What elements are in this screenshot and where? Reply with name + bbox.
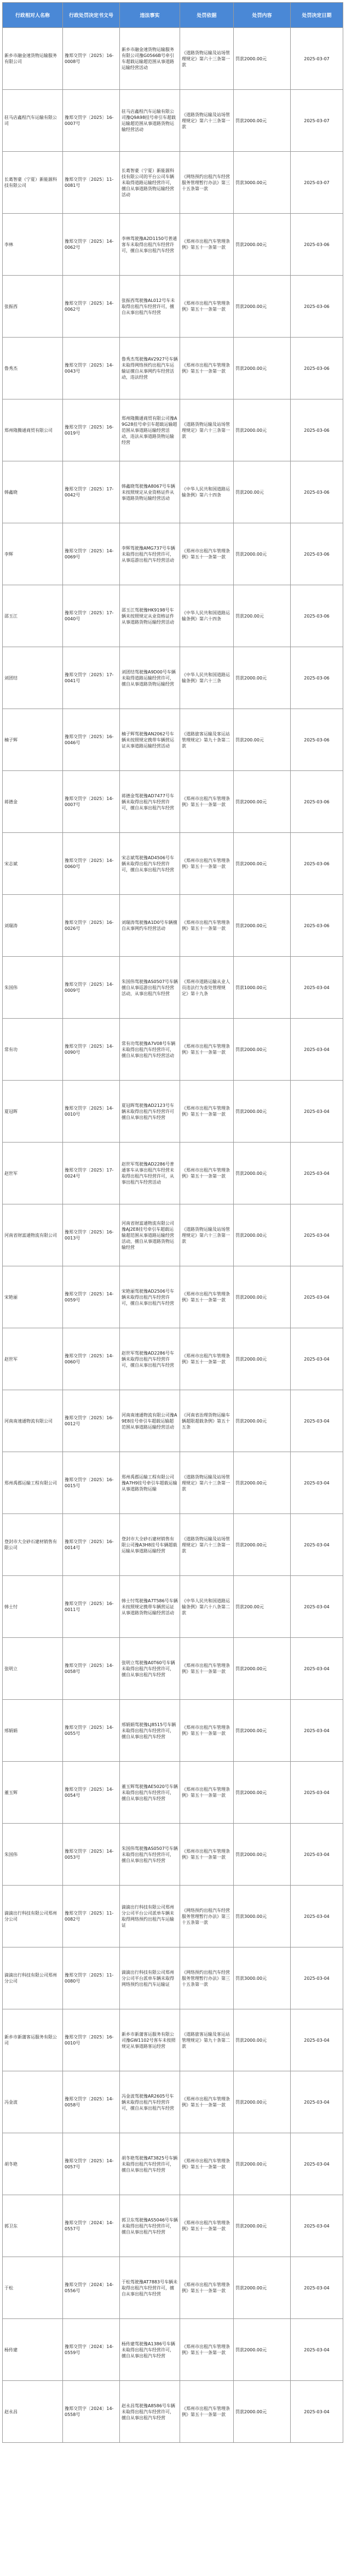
cell-date: 2025-03-04 (291, 1328, 343, 1390)
cell-subject: 新乡市融金速货物运输服务有限公司 (3, 28, 63, 90)
cell-content: 罚款2000.00元 (234, 399, 291, 461)
cell-subject: 李林 (3, 214, 63, 276)
cell-basis: 《郑州市出租汽车管理条例》第五十一条第一款 (180, 1019, 234, 1081)
cell-subject: 赵永昌 (3, 2381, 63, 2443)
cell-doc-no: 豫郑交罚字〔2024〕14-0557号 (63, 2195, 120, 2257)
cell-content: 罚款200.00元 (234, 585, 291, 647)
cell-date: 2025-03-04 (291, 1638, 343, 1700)
cell-doc-no: 豫郑交罚字〔2025〕14-0059号 (63, 1266, 120, 1328)
cell-fact: 韩士忖驾驶豫A7T586号车辆未按照规定携带车辆营运证从事道路货物运输经营活动 (120, 1576, 180, 1638)
table-row (3, 1947, 343, 2009)
cell-basis: 《郑州市出租汽车管理条例》第五十一条第一款 (180, 1328, 234, 1390)
cell-doc-no: 豫郑交罚字〔2025〕16-0013号 (63, 1204, 120, 1266)
cell-subject: 鲁秀杰 (3, 338, 63, 399)
cell-content: 罚款2000.00元 (234, 1638, 291, 1700)
cell-fact: 胡冬艳驾驶豫AT3825号车辆未取得出租汽车经营许可，擅自从事出租汽车经营 (120, 2133, 180, 2195)
table-row (3, 1762, 343, 1824)
table-row (3, 647, 343, 709)
cell-date: 2025-03-06 (291, 833, 343, 895)
cell-content: 罚款2000.00元 (234, 276, 291, 338)
cell-date: 2025-03-04 (291, 2009, 343, 2071)
cell-content: 罚款2000.00元 (234, 1514, 291, 1576)
cell-date: 2025-03-06 (291, 647, 343, 709)
cell-basis: 《网络预约出租汽车经营服务管理暂行办法》第三十五条第一款 (180, 1886, 234, 1947)
cell-date: 2025-03-06 (291, 338, 343, 399)
header-fact: 违法事实 (120, 3, 180, 28)
table-row (3, 2009, 343, 2071)
cell-subject: 新乡市新蒲客运服务有限公司 (3, 2009, 63, 2071)
cell-doc-no: 豫郑交罚字〔2025〕17-0042号 (63, 461, 120, 523)
cell-basis: 《郑州市出租汽车管理条例》第五十一条第一款 (180, 2257, 234, 2319)
cell-fact: 河南南速通物流有限公司豫A9E8挂号牵引车超载运输超范围从事道路运输经营活动 (120, 1390, 180, 1452)
cell-date: 2025-03-06 (291, 709, 343, 771)
table-row (3, 523, 343, 585)
table-row (3, 771, 343, 833)
cell-content: 罚款2000.00元 (234, 90, 291, 152)
cell-basis: 《道路货物运输及站场管理规定》第六十三条第一款 (180, 1204, 234, 1266)
cell-basis: 《郑州市出租汽车管理条例》第五十一条第一款 (180, 2195, 234, 2257)
table-row (3, 1576, 343, 1638)
cell-fact: 朱国伟驾驶豫AS0507号车辆擅自从事巡游出租汽车经营活动，从事出租汽车经营 (120, 957, 180, 1019)
cell-content: 罚款2000.00元 (234, 1328, 291, 1390)
cell-basis: 《道路旅客运输及客运站管理规定》第九十条第二款 (180, 709, 234, 771)
table-row (3, 1204, 343, 1266)
cell-subject: 宋志斌 (3, 833, 63, 895)
cell-basis: 《郑州市出租汽车管理条例》第五十一条第一款 (180, 2381, 234, 2443)
cell-subject: 驻马店鑫程汽车运输有限公司 (3, 90, 63, 152)
cell-subject: 滴滴出行科技有限公司郑州分公司 (3, 1886, 63, 1947)
cell-basis: 《中华人民共和国道路运输条例》第六十三条 (180, 647, 234, 709)
cell-subject: 滴滴出行科技有限公司郑州分公司 (3, 1947, 63, 2009)
cell-date: 2025-03-04 (291, 1700, 343, 1762)
table-row (3, 1514, 343, 1576)
cell-doc-no: 豫郑交罚字〔2025〕14-0060号 (63, 1328, 120, 1390)
cell-doc-no: 豫郑交罚字〔2025〕16-0014号 (63, 1514, 120, 1576)
table-row (3, 1081, 343, 1143)
cell-date: 2025-03-07 (291, 152, 343, 214)
cell-content: 罚款2000.00元 (234, 28, 291, 90)
cell-fact: 楠子辉驾驶豫AN2062号车辆未按照规定携带车辆营运证从事道路运输经营活动 (120, 709, 180, 771)
cell-subject: 宋艳丽 (3, 1266, 63, 1328)
cell-doc-no: 豫郑交罚字〔2025〕14-0057号 (63, 2133, 120, 2195)
table-header-row (3, 3, 343, 28)
table-row (3, 1824, 343, 1886)
cell-doc-no: 豫郑交罚字〔2025〕14-0053号 (63, 1824, 120, 1886)
cell-basis: 《郑州市出租汽车管理条例》第五十一条第一款 (180, 1700, 234, 1762)
table-row (3, 709, 343, 771)
cell-fact: 于松驾驶豫AT7883号车辆未取得出租汽车经营许可，擅自从事出租汽车经营 (120, 2257, 180, 2319)
cell-fact: 宋艳丽驾驶豫AD2506号车辆未取得出租汽车经营许可，擅自从事出租汽车经营 (120, 1266, 180, 1328)
table-row (3, 2071, 343, 2133)
cell-content: 罚款2000.00元 (234, 1762, 291, 1824)
cell-content: 罚款2000.00元 (234, 1266, 291, 1328)
cell-doc-no: 豫郑交罚字〔2025〕16-0008号 (63, 28, 120, 90)
cell-date: 2025-03-04 (291, 1019, 343, 1081)
cell-date: 2025-03-06 (291, 461, 343, 523)
cell-fact: 河南省财富通物流有限公司豫AJ2E8挂号牵引车超载运输超范围从事道路运输经营活动，擅自从事道路货物运输经营 (120, 1204, 180, 1266)
cell-fact: 朱国伟驾驶豫AS0507号车辆未取得出租汽车经营许可，擅自从事出租汽车经营 (120, 1824, 180, 1886)
cell-basis: 《中华人民共和国道路运输条例》第六十八条第二款 (180, 1576, 234, 1638)
cell-fact: 登封市大全砂石建材销售有限公司豫A3H8挂号车辆超载运输从事道路运输经营 (120, 1514, 180, 1576)
cell-fact: 长葛智豪（宁夏）新能源科技有限公司的平台公司车辆未取得道路运输经营许可，擅自从事道路货物运输经营活动 (120, 152, 180, 214)
cell-fact: 郭卫东驾驶豫AS5046号车辆未取得出租汽车经营许可，擅自从事出租汽车经营 (120, 2195, 180, 2257)
table-row (3, 338, 343, 399)
cell-content: 罚款2000.00元 (234, 895, 291, 957)
cell-basis: 《郑州市出租汽车管理条例》第五十一条第一款 (180, 1266, 234, 1328)
cell-basis: 《郑州市出租汽车管理条例》第五十一条第一款 (180, 276, 234, 338)
cell-doc-no: 豫郑交罚字〔2025〕16-0046号 (63, 709, 120, 771)
cell-fact: 宋志斌驾驶豫AD4506号车辆未取得出租汽车经营许可，擅自从事出租汽车经营 (120, 833, 180, 895)
cell-doc-no: 豫郑交罚字〔2025〕14-0055号 (63, 1700, 120, 1762)
cell-content: 罚款2000.00元 (234, 1204, 291, 1266)
table-row (3, 957, 343, 1019)
cell-doc-no: 豫郑交罚字〔2025〕14-0090号 (63, 1019, 120, 1081)
cell-basis: 《河南省治理货物运输车辆超限超载条例》第五十五条 (180, 1390, 234, 1452)
cell-doc-no: 豫郑交罚字〔2025〕17-0041号 (63, 647, 120, 709)
cell-doc-no: 豫郑交罚字〔2025〕14-0007号 (63, 771, 120, 833)
cell-basis: 《郑州市出租汽车管理条例》第五十一条第一款 (180, 2071, 234, 2133)
cell-date: 2025-03-06 (291, 585, 343, 647)
cell-subject: 夏冠晖 (3, 1081, 63, 1143)
cell-basis: 《道路货物运输及站场管理规定》第六十三条第一款 (180, 399, 234, 461)
cell-date: 2025-03-04 (291, 1204, 343, 1266)
table-row (3, 1452, 343, 1514)
table-row (3, 833, 343, 895)
cell-fact: 刘瑞涛驾驶豫A1D0号车辆擅自从事网约车经营活动 (120, 895, 180, 957)
cell-content: 罚款2000.00元 (234, 833, 291, 895)
cell-doc-no: 豫郑交罚字〔2025〕17-0024号 (63, 1143, 120, 1204)
cell-subject: 河南省财富通物流有限公司 (3, 1204, 63, 1266)
cell-content: 罚款2000.00元 (234, 1824, 291, 1886)
cell-doc-no: 豫郑交罚字〔2025〕14-0069号 (63, 523, 120, 585)
cell-basis: 《道路旅客运输及客运站管理规定》第九十条第二款 (180, 2009, 234, 2071)
cell-fact: 韩鑫晓驾驶豫A8067号车辆未按照规定从业资格证件从事道路货物运输经营活动 (120, 461, 180, 523)
cell-date: 2025-03-04 (291, 1452, 343, 1514)
cell-basis: 《道路货物运输及站场管理规定》第六十三条第一款 (180, 28, 234, 90)
cell-date: 2025-03-04 (291, 1824, 343, 1886)
cell-date: 2025-03-04 (291, 1514, 343, 1576)
cell-date: 2025-03-06 (291, 399, 343, 461)
cell-content: 罚款200.00元 (234, 709, 291, 771)
table-row (3, 1700, 343, 1762)
cell-basis: 《郑州市出租汽车管理条例》第五十一条第一款 (180, 2133, 234, 2195)
cell-subject: 郑州隆腾通商贸有限公司 (3, 399, 63, 461)
cell-basis: 《郑州市出租汽车管理条例》第五十一条第一款 (180, 833, 234, 895)
cell-subject: 韩士忖 (3, 1576, 63, 1638)
cell-subject: 赵世军 (3, 1143, 63, 1204)
cell-doc-no: 豫郑交罚字〔2024〕14-0556号 (63, 2257, 120, 2319)
cell-content: 罚款2000.00元 (234, 1143, 291, 1204)
cell-fact: 邵玉江驾驶豫HK9198号车辆未按照规定从业资格证件从事道路货物运输经营活动 (120, 585, 180, 647)
cell-content: 罚款200.00元 (234, 461, 291, 523)
cell-fact: 赵世军驾驶豫AD2286号车辆未取得出租汽车经营许可，擅自从事出租汽车经营 (120, 1328, 180, 1390)
cell-doc-no: 豫郑交罚字〔2025〕14-0054号 (63, 1762, 120, 1824)
cell-subject: 董玉辉 (3, 1762, 63, 1824)
table-row (3, 1266, 343, 1328)
cell-doc-no: 豫郑交罚字〔2025〕16-0011号 (63, 1576, 120, 1638)
table-body (3, 28, 343, 2443)
cell-date: 2025-03-06 (291, 276, 343, 338)
cell-content: 罚款2000.00元 (234, 2381, 291, 2443)
cell-content: 罚款2000.00元 (234, 2071, 291, 2133)
table-row (3, 585, 343, 647)
cell-fact: 冯金波驾驶豫AR2605号车辆未取得出租汽车经营许可，擅自从事出租汽车经营 (120, 2071, 180, 2133)
cell-date: 2025-03-04 (291, 1762, 343, 1824)
cell-content: 罚款2000.00元 (234, 2319, 291, 2381)
table-row (3, 1638, 343, 1700)
cell-subject: 常有功 (3, 1019, 63, 1081)
cell-date: 2025-03-04 (291, 1576, 343, 1638)
cell-basis: 《郑州市出租汽车管理条例》第五十一条第一款 (180, 895, 234, 957)
cell-subject: 邵玉江 (3, 585, 63, 647)
cell-content: 罚款2000.00元 (234, 1081, 291, 1143)
cell-content: 罚款2000.00元 (234, 1019, 291, 1081)
cell-subject: 邢娟娟 (3, 1700, 63, 1762)
cell-subject: 胡冬艳 (3, 2133, 63, 2195)
table-row (3, 399, 343, 461)
cell-date: 2025-03-04 (291, 2195, 343, 2257)
table-row (3, 2195, 343, 2257)
cell-subject: 楠子辉 (3, 709, 63, 771)
cell-fact: 张振西驾驶豫AL012号车未取得出租汽车经营许可，擅自从事出租汽车经营 (120, 276, 180, 338)
cell-doc-no: 豫郑交罚字〔2025〕14-0010号 (63, 1081, 120, 1143)
cell-content: 罚款2000.00元 (234, 523, 291, 585)
cell-subject: 朱国伟 (3, 1824, 63, 1886)
cell-fact: 李辉驾驶豫AMG737号车辆未取得出租汽车经营许可，从事巡游出租汽车经营活动 (120, 523, 180, 585)
cell-doc-no: 豫郑交罚字〔2025〕11-0080号 (63, 1947, 120, 2009)
cell-fact: 张明立驾驶豫A0T60号车辆未取得出租汽车经营许可，擅自从事出租汽车经营 (120, 1638, 180, 1700)
cell-doc-no: 豫郑交罚字〔2025〕17-0040号 (63, 585, 120, 647)
cell-basis: 《道路货物运输及站场管理规定》第六十三条第一款 (180, 1514, 234, 1576)
cell-fact: 赵永昌驾驶豫A8586号车辆未取得出租汽车经营许可，擅自从事出租汽车经营 (120, 2381, 180, 2443)
cell-basis: 《中华人民共和国道路运输条例》第六十四条 (180, 461, 234, 523)
cell-date: 2025-03-04 (291, 957, 343, 1019)
cell-fact: 新乡市新蒲客运服务有限公司豫GW1102号客车未按照规定从事道路客运经营 (120, 2009, 180, 2071)
header-doc-no: 行政处罚决定书文号 (63, 3, 120, 28)
cell-date: 2025-03-04 (291, 2381, 343, 2443)
cell-doc-no: 豫郑交罚字〔2025〕14-0043号 (63, 338, 120, 399)
cell-fact: 郑州隆腾通商贸有限公司豫A9G28挂号牵引车超载运输超范围从事道路运输经营活动，违法从事道路货物运输经营 (120, 399, 180, 461)
cell-content: 罚款1000.00元 (234, 957, 291, 1019)
cell-content: 罚款2000.00元 (234, 2257, 291, 2319)
header-subject: 行政相对人名称 (3, 3, 63, 28)
cell-date: 2025-03-04 (291, 2257, 343, 2319)
cell-basis: 《中华人民共和国道路运输条例》第六十四条 (180, 585, 234, 647)
cell-date: 2025-03-04 (291, 1143, 343, 1204)
cell-doc-no: 豫郑交罚字〔2024〕14-0558号 (63, 2381, 120, 2443)
cell-doc-no: 豫郑交罚字〔2025〕16-0007号 (63, 90, 120, 152)
cell-subject: 韩鑫晓 (3, 461, 63, 523)
table-row (3, 2381, 343, 2443)
cell-date: 2025-03-04 (291, 1947, 343, 2009)
cell-fact: 常有功驾驶豫A7V08号车辆未取得出租汽车经营许可，擅自从事出租汽车经营活动 (120, 1019, 180, 1081)
cell-content: 罚款2000.00元 (234, 2009, 291, 2071)
cell-subject: 刘团结 (3, 647, 63, 709)
cell-doc-no: 豫郑交罚字〔2025〕14-0058号 (63, 1638, 120, 1700)
cell-doc-no: 豫郑交罚字〔2025〕11-0081号 (63, 152, 120, 214)
table-row (3, 1886, 343, 1947)
cell-basis: 《郑州市出租汽车管理条例》第五十一条第一款 (180, 1824, 234, 1886)
cell-date: 2025-03-06 (291, 771, 343, 833)
cell-content: 罚款2000.00元 (234, 2133, 291, 2195)
cell-basis: 《郑州市出租汽车管理条例》第五十一条第一款 (180, 1762, 234, 1824)
cell-date: 2025-03-06 (291, 214, 343, 276)
table-row (3, 214, 343, 276)
cell-subject: 李辉 (3, 523, 63, 585)
header-date: 处罚决定日期 (291, 3, 343, 28)
cell-basis: 《郑州市出租汽车管理条例》第五十一条第一款 (180, 214, 234, 276)
header-basis: 处罚依据 (180, 3, 234, 28)
table-row (3, 28, 343, 90)
penalty-document (2, 2, 343, 2443)
cell-basis: 《道路货物运输及站场管理规定》第六十三条第一款 (180, 90, 234, 152)
cell-content: 罚款2000.00元 (234, 214, 291, 276)
cell-basis: 《郑州市出租汽车管理条例》第五十一条第一款 (180, 1638, 234, 1700)
cell-subject: 朱国伟 (3, 957, 63, 1019)
cell-basis: 《郑州市出租汽车管理条例》第五十一条第一款 (180, 2319, 234, 2381)
cell-basis: 《网络预约出租汽车经营服务管理暂行办法》第三十五条第一款 (180, 152, 234, 214)
cell-subject: 于松 (3, 2257, 63, 2319)
cell-basis: 《网络预约出租汽车经营服务管理暂行办法》第三十五条第一款 (180, 1947, 234, 2009)
cell-basis: 《郑州市出租汽车管理条例》第五十一条第一款 (180, 1143, 234, 1204)
cell-content: 罚款3000.00元 (234, 1947, 291, 2009)
cell-subject: 赵世军 (3, 1328, 63, 1390)
table-row (3, 461, 343, 523)
cell-subject: 杨传建 (3, 2319, 63, 2381)
table-row (3, 276, 343, 338)
cell-content: 罚款2000.00元 (234, 647, 291, 709)
cell-subject: 蒋德金 (3, 771, 63, 833)
cell-content: 罚款200.00元 (234, 1576, 291, 1638)
cell-basis: 《郑州市道路运输从业人员违法行为查处管理规定》第十九条 (180, 957, 234, 1019)
table-row (3, 895, 343, 957)
table-row (3, 152, 343, 214)
cell-fact: 驻马店鑫程汽车运输有限公司豫Q9A98挂号牵引车超载运输超范围从事道路货物运输经营活动 (120, 90, 180, 152)
cell-date: 2025-03-06 (291, 523, 343, 585)
cell-doc-no: 豫郑交罚字〔2025〕16-0010号 (63, 2009, 120, 2071)
cell-subject: 登封市大全砂石建材销售有限公司 (3, 1514, 63, 1576)
cell-doc-no: 豫郑交罚字〔2025〕14-0009号 (63, 957, 120, 1019)
cell-content: 罚款3000.00元 (234, 152, 291, 214)
cell-doc-no: 豫郑交罚字〔2024〕14-0559号 (63, 2319, 120, 2381)
table-row (3, 2319, 343, 2381)
cell-fact: 夏冠晖驾驶豫AD2123号车辆未取得出租汽车经营许可擅自从事出租汽车经营 (120, 1081, 180, 1143)
cell-subject: 张明立 (3, 1638, 63, 1700)
header-content: 处罚内容 (234, 3, 291, 28)
table-row (3, 1390, 343, 1452)
cell-content: 罚款2000.00元 (234, 1700, 291, 1762)
cell-doc-no: 豫郑交罚字〔2025〕16-0019号 (63, 399, 120, 461)
cell-fact: 新乡市融金速货物运输服务有限公司豫G0566B号牵引车超载运输超范围从事道路运输经营活动 (120, 28, 180, 90)
cell-date: 2025-03-04 (291, 1886, 343, 1947)
cell-date: 2025-03-07 (291, 28, 343, 90)
cell-fact: 董玉辉驾驶豫AE5020号车辆未取得出租汽车经营许可，擅自从事出租汽车经营 (120, 1762, 180, 1824)
cell-subject: 郑州禹郡运输工程有限公司 (3, 1452, 63, 1514)
cell-content: 罚款2000.00元 (234, 2195, 291, 2257)
cell-doc-no: 豫郑交罚字〔2025〕14-0058号 (63, 2071, 120, 2133)
cell-subject: 刘瑞涛 (3, 895, 63, 957)
table-row (3, 2257, 343, 2319)
cell-date: 2025-03-06 (291, 895, 343, 957)
cell-basis: 《郑州市出租汽车管理条例》第五十一条第一款 (180, 338, 234, 399)
cell-content: 罚款2000.00元 (234, 1452, 291, 1514)
table-row (3, 1328, 343, 1390)
table-row (3, 90, 343, 152)
table-row (3, 2133, 343, 2195)
cell-subject: 河南南速通物流有限公司 (3, 1390, 63, 1452)
cell-doc-no: 豫郑交罚字〔2025〕14-0060号 (63, 833, 120, 895)
cell-subject: 郭卫东 (3, 2195, 63, 2257)
cell-content: 罚款2000.00元 (234, 338, 291, 399)
cell-fact: 赵世军驾驶豫AD2286号普通客车从事出租汽车经营未取得出租汽车经营许可，从事出租汽车经营活动 (120, 1143, 180, 1204)
cell-content: 罚款3000.00元 (234, 1886, 291, 1947)
cell-doc-no: 豫郑交罚字〔2025〕11-0082号 (63, 1886, 120, 1947)
cell-fact: 郑州禹郡运输工程有限公司豫A7H9挂号牵引车超载运输从事道路货物运输 (120, 1452, 180, 1514)
cell-doc-no: 豫郑交罚字〔2025〕16-0012号 (63, 1390, 120, 1452)
penalty-table (2, 2, 343, 2443)
cell-basis: 《郑州市出租汽车管理条例》第五十一条第一款 (180, 771, 234, 833)
cell-content: 罚款2000.00元 (234, 1390, 291, 1452)
cell-date: 2025-03-04 (291, 2133, 343, 2195)
cell-subject: 长葛智豪（宁夏）新能源科技有限公司 (3, 152, 63, 214)
cell-basis: 《郑州市出租汽车管理条例》第五十一条第一款 (180, 1081, 234, 1143)
cell-content: 罚款2000.00元 (234, 771, 291, 833)
cell-subject: 冯金波 (3, 2071, 63, 2133)
cell-fact: 鲁秀杰驾驶豫AV2927号车辆未取得网络预约出租汽车运输证擅自从事网约车经营活动，违法经营 (120, 338, 180, 399)
cell-subject: 张振西 (3, 276, 63, 338)
cell-basis: 《道路货物运输及站场管理规定》第六十三条第一款 (180, 1452, 234, 1514)
cell-fact: 滴滴出行科技有限公司郑州分公司平台派单车辆未取得网络预约出租汽车运输证 (120, 1947, 180, 2009)
cell-fact: 邢娟娟驾驶豫LJ8515号车辆未取得出租汽车经营许可，擅自从事出租汽车经营 (120, 1700, 180, 1762)
cell-fact: 滴滴出行科技有限公司郑州分公司平台公司派单车辆未取得网络预约出租汽车运输证 (120, 1886, 180, 1947)
cell-fact: 蒋德金驾驶豫AD7477号车辆未取得出租汽车经营许可，擅自从事出租汽车经营 (120, 771, 180, 833)
cell-date: 2025-03-04 (291, 1266, 343, 1328)
cell-doc-no: 豫郑交罚字〔2025〕14-0062号 (63, 276, 120, 338)
table-row (3, 1019, 343, 1081)
cell-date: 2025-03-04 (291, 2319, 343, 2381)
cell-fact: 李林驾驶豫A2D1150号普通客车未取得出租汽车经营许可，擅自从事出租汽车经营 (120, 214, 180, 276)
cell-fact: 刘团结驾驶豫A9D00号车辆未取得道路运输经营许可，擅自从事道路货物运输经营 (120, 647, 180, 709)
cell-fact: 杨传建驾驶豫A1386号车辆未取得出租汽车经营许可，擅自从事出租汽车经营 (120, 2319, 180, 2381)
cell-date: 2025-03-04 (291, 1390, 343, 1452)
table-row (3, 1143, 343, 1204)
cell-date: 2025-03-04 (291, 2071, 343, 2133)
cell-date: 2025-03-07 (291, 90, 343, 152)
cell-doc-no: 豫郑交罚字〔2025〕14-0062号 (63, 214, 120, 276)
cell-basis: 《郑州市出租汽车管理条例》第五十一条第一款 (180, 523, 234, 585)
cell-doc-no: 豫郑交罚字〔2025〕16-0026号 (63, 895, 120, 957)
cell-doc-no: 豫郑交罚字〔2025〕16-0015号 (63, 1452, 120, 1514)
cell-date: 2025-03-04 (291, 1081, 343, 1143)
